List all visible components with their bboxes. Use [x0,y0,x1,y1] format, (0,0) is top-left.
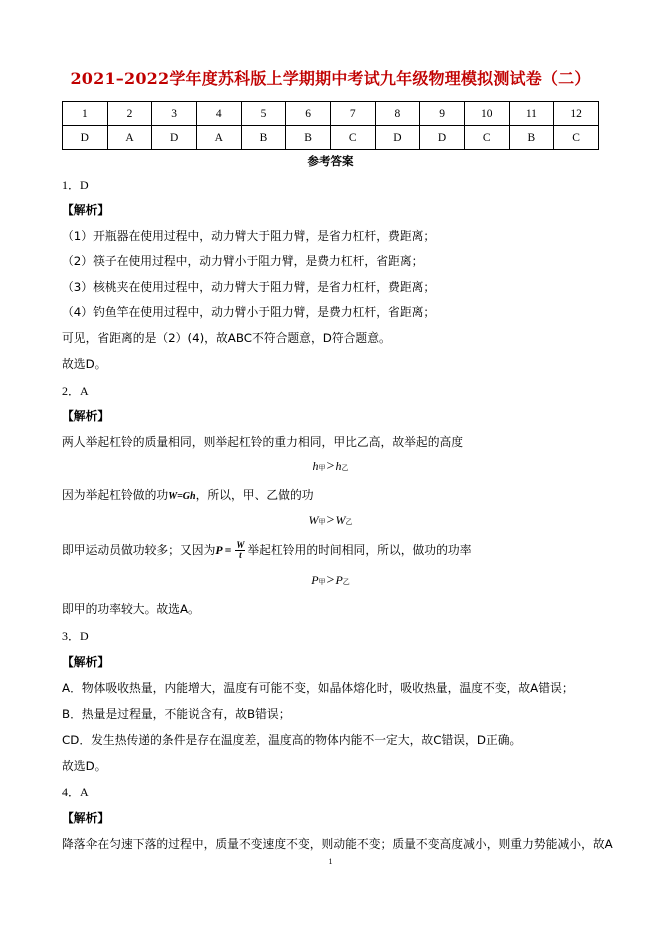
q3-line: 故选D。 [62,759,107,773]
q2-number: 2．A [62,384,89,398]
text-span: ，所以，甲、乙做的功 [195,488,314,502]
q3-line: A．物体吸收热量，内能增大，温度有可能不变，如晶体熔化时，吸收热量，温度不变，故A错误； [62,681,574,695]
text-span: 即甲运动员做功较多；又因为 [62,543,216,557]
q1-line: （2）筷子在使用过程中，动力臂小于阻力臂，是费力杠杆，省距离； [62,254,424,268]
eq-symbol: W [335,513,346,527]
eq-operator: > [326,459,335,474]
q3-number: 3．D [62,629,89,643]
eq-subscript: 甲 [318,464,326,472]
q2-line: 即甲的功率较大。故选A。 [62,602,200,616]
eq-symbol: P [335,573,343,587]
work-formula: W=Gh [168,491,196,502]
document-title: 2021–2022学年度苏科版上学期期中考试九年级物理模拟测试卷（二） [70,69,591,88]
eq-subscript: 甲 [318,578,326,586]
section-title: 参考答案 [307,154,354,168]
power-symbol: P [215,543,223,557]
table-cell: B [241,126,286,150]
q1-line: （1）开瓶器在使用过程中，动力臂大于阻力臂，是省力杠杆，费距离； [62,229,436,243]
q1-number: 1．D [62,178,89,192]
q2-equation-height [0,459,661,475]
table-cell: 6 [286,102,331,126]
table-cell: 4 [196,102,241,126]
table-cell: 1 [63,102,108,126]
table-cell: 3 [152,102,197,126]
q2-equation-power [0,573,661,589]
table-cell: D [63,126,108,150]
answer-table-answer-row [63,126,599,150]
q3-line: CD．发生热传递的条件是存在温度差，温度高的物体内能不一定大，故C错误，D正确。 [62,733,522,747]
eq-symbol: h [335,459,342,473]
text-span: 因为举起杠铃做的功 [62,488,169,502]
q3-analysis-label: 【解析】 [62,655,110,669]
q2-line [62,486,314,503]
power-fraction [235,541,245,560]
text-span: 举起杠铃用的时间相同，所以，做功的功率 [247,543,472,557]
eq-symbol: h [312,459,319,473]
eq-subscript: 甲 [318,518,326,526]
table-cell: D [420,126,465,150]
table-cell: D [152,126,197,150]
q3-line: B．热量是过程量，不能说含有，故B错误； [62,707,291,721]
table-cell: D [375,126,420,150]
table-cell: 9 [420,102,465,126]
eq-symbol: W [308,513,319,527]
table-cell: A [107,126,152,150]
fraction-numerator: W [236,540,245,550]
q2-line: 两人举起杠铃的质量相同，则举起杠铃的重力相同，甲比乙高，故举起的高度 [62,435,464,449]
eq-operator: = [224,543,232,557]
q1-line: （3）核桃夹在使用过程中，动力臂大于阻力臂，是省力杠杆，费距离； [62,280,436,294]
table-cell: 11 [509,102,554,126]
table-cell: 10 [464,102,509,126]
table-cell: B [509,126,554,150]
table-cell: 5 [241,102,286,126]
table-cell: A [196,126,241,150]
table-cell: 8 [375,102,420,126]
eq-subscript: 乙 [341,464,349,472]
q1-line: 故选D。 [62,357,107,371]
q1-line: （4）钓鱼竿在使用过程中，动力臂小于阻力臂，是费力杠杆，省距离； [62,305,436,319]
q1-line: 可见，省距离的是（2）(4)，故ABC不符合题意，D符合题意。 [62,331,391,345]
table-cell: C [554,126,599,150]
q4-analysis-label: 【解析】 [62,811,110,825]
table-cell: 2 [107,102,152,126]
table-cell: B [286,126,331,150]
table-cell: 7 [330,102,375,126]
table-cell: C [464,126,509,150]
eq-operator: > [326,573,335,588]
answer-table-number-row [63,102,599,126]
answer-table [62,101,599,150]
q4-line: 降落伞在匀速下落的过程中，质量不变速度不变，则动能不变；质量不变高度减小，则重力势能减小，故A [62,837,613,851]
page-number: 1 [328,857,333,866]
table-cell: C [330,126,375,150]
fraction-denominator: t [239,550,242,560]
q2-analysis-label: 【解析】 [62,409,110,423]
eq-operator: > [326,513,335,528]
eq-subscript: 乙 [342,578,350,586]
eq-symbol: P [311,573,319,587]
eq-subscript: 乙 [345,518,353,526]
q4-number: 4．A [62,785,89,799]
q2-line [62,541,472,560]
q1-analysis-label: 【解析】 [62,203,110,217]
table-cell: 12 [554,102,599,126]
q2-equation-work [0,513,661,529]
